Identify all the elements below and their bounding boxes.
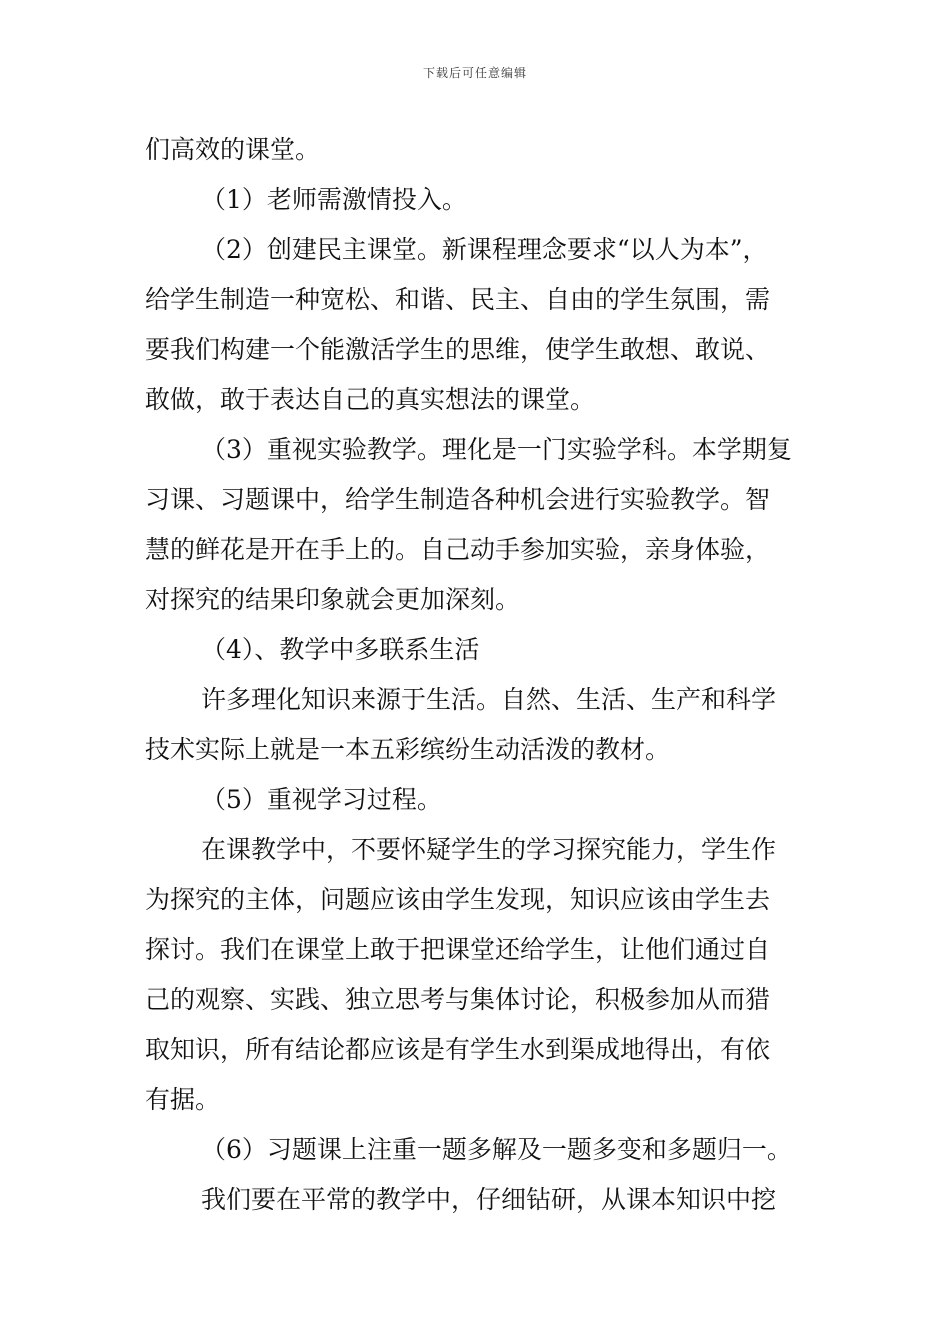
text-line: 习课、习题课中，给学生制造各种机会进行实验教学。智 — [145, 485, 771, 514]
text-line: 慧的鲜花是开在手上的。自己动手参加实验，亲身体验， — [145, 535, 771, 564]
text-line: 们高效的课堂。 — [145, 135, 321, 164]
text-line: 对探究的结果印象就会更加深刻。 — [145, 585, 521, 614]
text-line: 为探究的主体，问题应该由学生发现，知识应该由学生去 — [145, 885, 771, 914]
document-body — [145, 125, 809, 1225]
text-line: （6）习题课上注重一题多解及一题多变和多题归一。 — [201, 1135, 792, 1164]
text-line: 技术实际上就是一本五彩缤纷生动活泼的教材。 — [145, 735, 671, 764]
text-line: 我们要在平常的教学中，仔细钻研，从课本知识中挖 — [201, 1185, 777, 1214]
text-line: 敢做，敢于表达自己的真实想法的课堂。 — [145, 385, 596, 414]
text-line: （3）重视实验教学。理化是一门实验学科。本学期复 — [201, 435, 792, 464]
text-line: 许多理化知识来源于生活。自然、生活、生产和科学 — [201, 685, 777, 714]
text-line: （5）重视学习过程。 — [201, 785, 442, 814]
text-line: （4）、教学中多联系生活 — [201, 635, 480, 664]
text-line: （2）创建民主课堂。新课程理念要求“以人为本”， — [201, 235, 768, 264]
text-line: 己的观察、实践、独立思考与集体讨论，积极参加从而猎 — [145, 985, 771, 1014]
text-line: 在课教学中，不要怀疑学生的学习探究能力，学生作 — [201, 835, 777, 864]
text-line: 有据。 — [145, 1085, 221, 1114]
text-line: 给学生制造一种宽松、和谐、民主、自由的学生氛围，需 — [145, 285, 771, 314]
page-header: 下载后可任意编辑 — [422, 66, 527, 80]
text-line: 取知识，所有结论都应该是有学生水到渠成地得出，有依 — [145, 1035, 771, 1064]
text-line: 探讨。我们在课堂上敢于把课堂还给学生，让他们通过自 — [145, 935, 771, 964]
text-line: 要我们构建一个能激活学生的思维，使学生敢想、敢说、 — [145, 335, 771, 364]
text-line: （1）老师需激情投入。 — [201, 185, 467, 214]
